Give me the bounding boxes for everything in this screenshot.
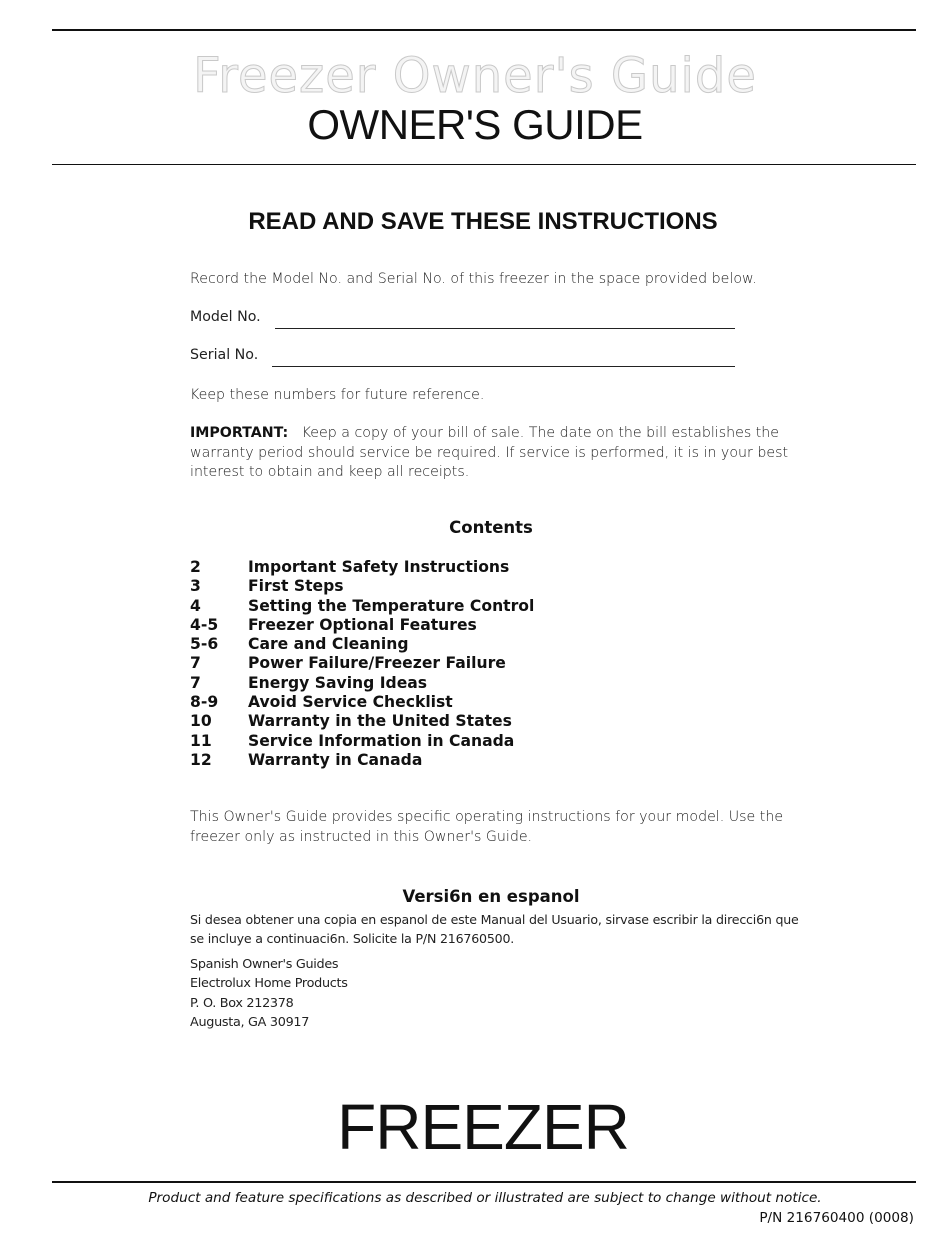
address-line: Augusta, GA 30917 bbox=[190, 1015, 310, 1031]
contents-item bbox=[190, 635, 534, 654]
contents-page: 12 bbox=[190, 750, 212, 769]
model-blank-line bbox=[275, 328, 735, 329]
contents-item bbox=[190, 674, 534, 693]
contents-page: 5-6 bbox=[190, 635, 219, 654]
contents-page: 4 bbox=[190, 596, 201, 615]
contents-label: Warranty in Canada bbox=[248, 750, 423, 769]
contents-page: 7 bbox=[190, 654, 201, 673]
serial-field bbox=[190, 347, 258, 363]
contents-page: 4-5 bbox=[190, 615, 219, 634]
spanish-title: Versi6n en espanol bbox=[402, 887, 580, 906]
important-label: IMPORTANT: bbox=[190, 425, 289, 441]
contents-page: 3 bbox=[190, 577, 201, 596]
contents-title: Contents bbox=[449, 518, 533, 537]
contents-label: First Steps bbox=[248, 577, 344, 596]
guide-note: This Owner's Guide provides specific operating instructions for your model. Use the freezer only as instructed in this Owner's Guide. bbox=[190, 809, 784, 845]
contents-label: Warranty in the United States bbox=[248, 712, 512, 731]
contents-page: 8-9 bbox=[190, 693, 219, 712]
contents-label: Power Failure/Freezer Failure bbox=[248, 654, 506, 673]
contents-label: Setting the Temperature Control bbox=[248, 596, 535, 615]
part-number: P/N 216760400 (0008) bbox=[759, 1210, 914, 1226]
product-title: FREEZER bbox=[337, 1091, 629, 1163]
bottom-rule bbox=[52, 1181, 916, 1183]
contents-item bbox=[190, 732, 534, 751]
contents-list bbox=[190, 558, 534, 770]
contents-label: Avoid Service Checklist bbox=[248, 693, 453, 712]
disclaimer: Product and feature specifications as described or illustrated are subject to change without notice. bbox=[148, 1190, 822, 1206]
contents-page: 10 bbox=[190, 712, 212, 731]
header-rule bbox=[52, 164, 916, 165]
address-line: Spanish Owner's Guides bbox=[190, 957, 339, 972]
spanish-address bbox=[190, 955, 348, 1033]
address-line: P. O. Box 212378 bbox=[190, 995, 294, 1011]
serial-label: Serial No. bbox=[190, 347, 259, 363]
keep-text: Keep these numbers for future reference. bbox=[190, 387, 485, 403]
contents-item bbox=[190, 751, 534, 770]
important-text: Keep a copy of your bill of sale. The date on the bill establishes the warranty period should service be required. If service is performed, it is in your best interest to obtain and keep all receipts. bbox=[190, 425, 789, 480]
instructions-heading: READ AND SAVE THESE INSTRUCTIONS bbox=[248, 208, 718, 235]
contents-label: Service Information in Canada bbox=[248, 731, 515, 750]
model-label: Model No. bbox=[190, 309, 261, 325]
serial-blank-line bbox=[272, 366, 735, 367]
ghost-title: Freezer Owner's Guide bbox=[193, 48, 757, 104]
contents-label: Energy Saving Ideas bbox=[248, 673, 428, 692]
contents-page: 7 bbox=[190, 673, 201, 692]
contents-item bbox=[190, 693, 534, 712]
contents-page: 2 bbox=[190, 558, 201, 576]
top-rule bbox=[52, 29, 916, 31]
address-line: Electrolux Home Products bbox=[190, 976, 348, 992]
important-note bbox=[190, 424, 800, 483]
record-text: Record the Model No. and Serial No. of this freezer in the space provided below. bbox=[190, 271, 757, 287]
contents-label: Important Safety Instructions bbox=[248, 558, 510, 576]
contents-item bbox=[190, 577, 534, 596]
contents-item bbox=[190, 597, 534, 616]
contents-label: Care and Cleaning bbox=[248, 635, 409, 654]
contents-item bbox=[190, 616, 534, 635]
page-title: OWNER'S GUIDE bbox=[307, 101, 643, 148]
contents-item bbox=[190, 558, 534, 577]
spanish-text: Si desea obtener una copia en espanol de este Manual del Usuario, sirvase escribir la direcci6n que se incluye a continuaci6n. Solicite la P/N 216760500. bbox=[190, 912, 799, 946]
contents-label: Freezer Optional Features bbox=[248, 615, 477, 634]
contents-item bbox=[190, 654, 534, 673]
contents-item bbox=[190, 712, 534, 731]
model-field bbox=[190, 309, 261, 325]
contents-page: 11 bbox=[190, 731, 212, 750]
